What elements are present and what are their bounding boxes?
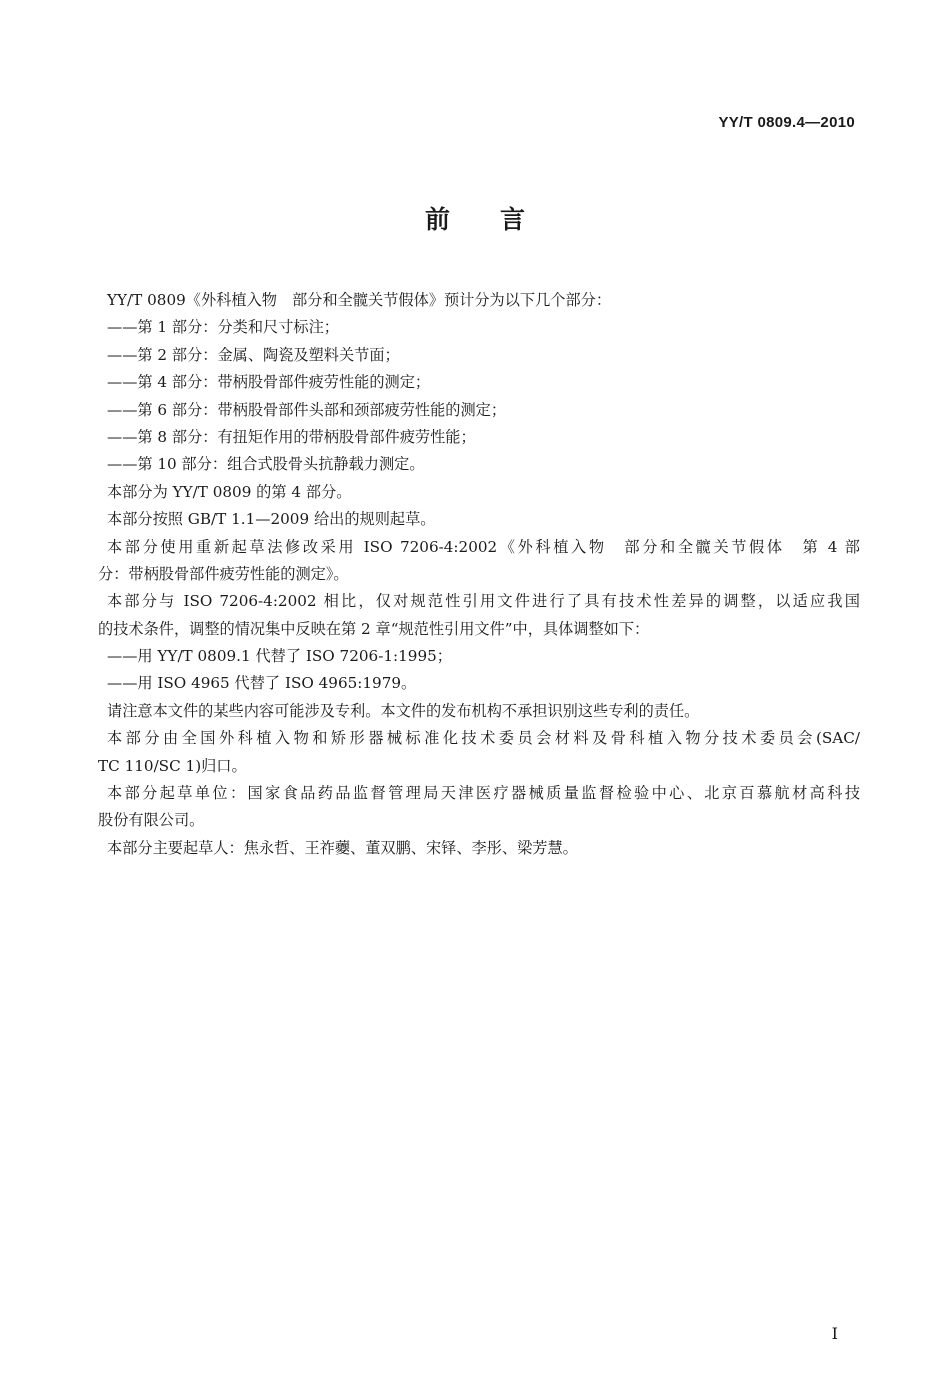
page-title: 前言 bbox=[424, 205, 575, 234]
foreword-body bbox=[98, 287, 860, 862]
text-line: 本部分按照 GB/T 1.1—2009 给出的规则起草。 bbox=[107, 510, 436, 529]
text-line: 本部分由全国外科植入物和矫形器械标准化技术委员会材料及骨科植入物分技术委员会(SAC/ bbox=[107, 729, 860, 748]
text-line: ——第 2 部分：金属、陶瓷及塑料关节面； bbox=[107, 345, 400, 364]
text-line: 分：带柄股骨部件疲劳性能的测定》。 bbox=[98, 564, 349, 583]
text-line: ——用 YY/T 0809.1 代替了 ISO 7206-1:1995； bbox=[107, 647, 452, 666]
text-line: 股份有限公司。 bbox=[98, 811, 205, 830]
text-line: 本部分主要起草人：焦永哲、王祚虁、董双鹏、宋铎、李彤、梁芳慧。 bbox=[107, 838, 578, 857]
text-line: 请注意本文件的某些内容可能涉及专利。本文件的发布机构不承担识别这些专利的责任。 bbox=[107, 701, 700, 720]
text-line: ——用 ISO 4965 代替了 ISO 4965:1979。 bbox=[107, 674, 417, 693]
text-line: 的技术条件，调整的情况集中反映在第 2 章“规范性引用文件”中，具体调整如下： bbox=[98, 619, 650, 638]
text-line: 本部分与 ISO 7206-4:2002 相比，仅对规范性引用文件进行了具有技术性差异的调整，以适应我国 bbox=[107, 592, 860, 611]
page-number: I bbox=[831, 1324, 838, 1343]
text-line: ——第 1 部分：分类和尺寸标注； bbox=[107, 318, 339, 337]
text-line: 本部分起草单位：国家食品药品监督管理局天津医疗器械质量监督检验中心、北京百慕航材高科技 bbox=[107, 784, 860, 803]
text-line: TC 110/SC 1)归口。 bbox=[98, 756, 247, 775]
text-line: ——第 8 部分：有扭矩作用的带柄股骨部件疲劳性能； bbox=[107, 427, 476, 446]
text-line: ——第 4 部分：带柄股骨部件疲劳性能的测定； bbox=[107, 373, 431, 392]
text-line: ——第 10 部分：组合式股骨头抗静载力测定。 bbox=[107, 455, 425, 474]
text-line: ——第 6 部分：带柄股骨部件头部和颈部疲劳性能的测定； bbox=[107, 400, 507, 419]
text-line: YY/T 0809《外科植入物 部分和全髋关节假体》预计分为以下几个部分： bbox=[107, 291, 612, 309]
text-line: 本部分使用重新起草法修改采用 ISO 7206-4:2002《外科植入物 部分和全髋关节假体 第 4 部 bbox=[107, 537, 860, 556]
text-line: 本部分为 YY/T 0809 的第 4 部分。 bbox=[107, 482, 352, 501]
standard-code: YY/T 0809.4—2010 bbox=[718, 114, 855, 131]
